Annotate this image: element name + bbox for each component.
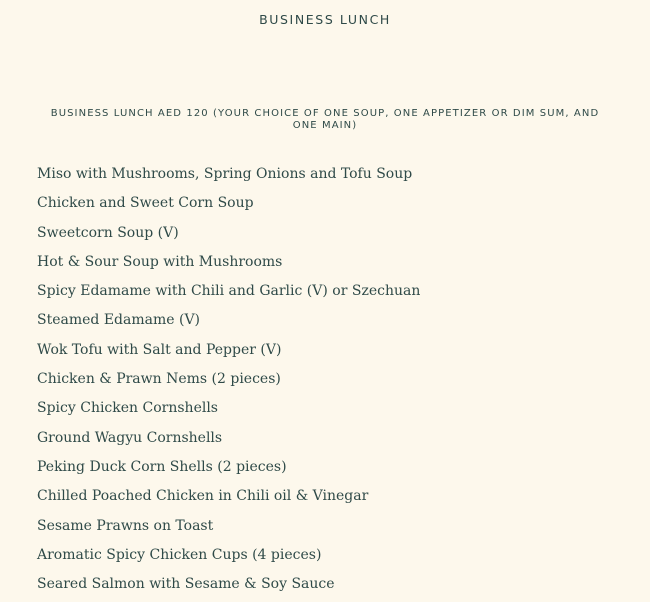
menu-item: Chicken and Sweet Corn Soup	[37, 195, 254, 212]
menu-item: Hot & Sour Soup with Mushrooms	[37, 253, 283, 270]
menu-item: Spicy Chicken Cornshells	[37, 400, 218, 417]
menu-item: Chicken & Prawn Nems (2 pieces)	[37, 371, 281, 388]
section-heading: BUSINESS LUNCH AED 120 (YOUR CHOICE OF ONE SOUP, ONE APPETIZER OR DIM SUM, AND ONE MAIN)	[50, 108, 600, 131]
menu-item: Sweetcorn Soup (V)	[37, 224, 179, 241]
menu-item: Miso with Mushrooms, Spring Onions and Tofu Soup	[37, 166, 413, 182]
menu-item: Ground Wagyu Cornshells	[37, 429, 223, 446]
menu-list	[37, 163, 420, 602]
menu-item: Spicy Edamame with Chili and Garlic (V) or Szechuan	[37, 283, 421, 300]
menu-item: Wok Tofu with Salt and Pepper (V)	[37, 341, 282, 358]
menu-item: Seared Salmon with Sesame & Soy Sauce	[37, 576, 335, 593]
menu-item: Steamed Edamame (V)	[37, 312, 201, 329]
menu-item: Peking Duck Corn Shells (2 pieces)	[37, 458, 287, 475]
menu-item: Chilled Poached Chicken in Chili oil & Vinegar	[37, 488, 369, 505]
page-title: BUSINESS LUNCH	[259, 12, 391, 27]
menu-item: Aromatic Spicy Chicken Cups (4 pieces)	[37, 546, 322, 563]
menu-item: Sesame Prawns on Toast	[37, 517, 214, 534]
